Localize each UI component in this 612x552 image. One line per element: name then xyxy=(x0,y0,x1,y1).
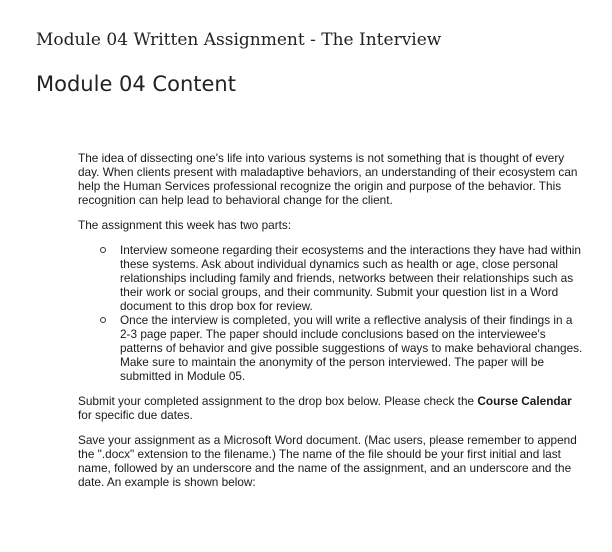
course-calendar-emphasis: Course Calendar xyxy=(477,394,572,408)
parts-lead: The assignment this week has two parts: xyxy=(78,218,292,232)
intro-paragraph: The idea of dissecting one's life into various systems is not something that is thought of every day. When clients present with maladaptive behaviors, an understanding of their ecosystem can help the Human Services professional recognize the origin and purpose of the behavior. This recognition can help lead to behavioral change for the client. xyxy=(78,151,578,207)
submit-text-prefix: Submit your completed assignment to the drop box below. Please check the xyxy=(78,394,478,408)
part-2-text: Once the interview is completed, you will write a reflective analysis of their findings in a 2-3 page paper. The paper should include conclusions based on the interviewee's patterns of behavior and give possible suggestions of ways to make behavioral changes. Make sure to maintain the anonymity of the person interviewed. The paper will be submitted in Module 05. xyxy=(120,313,583,383)
section-title: Module 04 Content xyxy=(36,72,236,96)
format-paragraph: Save your assignment as a Microsoft Word document. (Mac users, please remember to append the ".docx" extension to the filename.) The name of the file should be your first initial and last name, followed by an underscore and the name of the assignment, and an underscore and the date. An example is shown below: xyxy=(78,433,577,489)
submit-text-suffix: for specific due dates. xyxy=(78,408,193,422)
hollow-bullet-icon xyxy=(100,247,106,253)
list-item xyxy=(78,313,584,383)
parts-list xyxy=(78,243,584,383)
page-title: Module 04 Written Assignment - The Interview xyxy=(36,30,442,50)
part-1-text: Interview someone regarding their ecosystems and the interactions they have had within these systems. Ask about individual dynamics such as health or age, close personal relationships including family and friends, networks between their relationships such as their work or social groups, and their community. Submit your question list in a Word document to this drop box for review. xyxy=(120,243,581,313)
list-item xyxy=(78,243,584,313)
assignment-content xyxy=(78,151,584,500)
submit-paragraph xyxy=(78,394,584,422)
hollow-bullet-icon xyxy=(100,317,106,323)
